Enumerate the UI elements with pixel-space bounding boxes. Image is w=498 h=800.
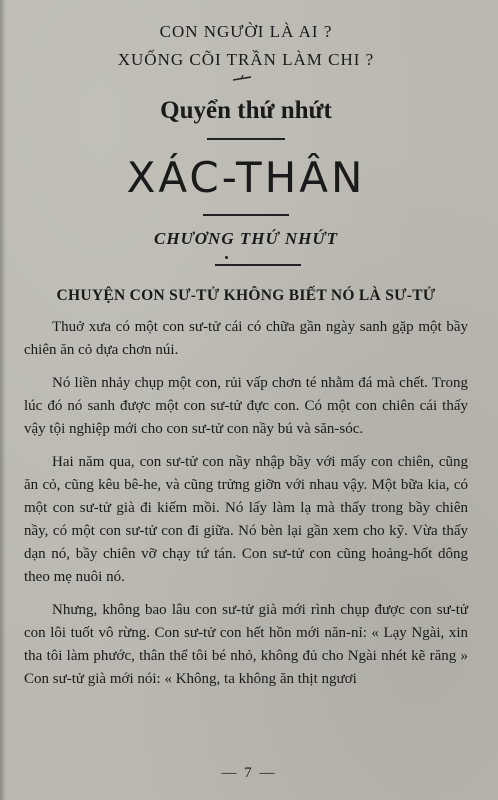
paragraph: Hai năm qua, con sư-tử con nầy nhập bầy với mấy con chiên, cũng ăn cỏ, cũng kêu bê-he, và cũng trửng giỡn với nhau vậy. Một bữa kia, có một con sư-tử già đi kiếm mồi. Nó lấy làm lạ mà thấy trong bầy chiên nầy, có một con sư-tử con đi giữa. Nó bèn lại gần xem cho kỹ. Vừa thấy dạn nó, bầy chiên vỡ chạy tứ tán. Con sư-tử con cũng hoảng-hốt dông theo mẹ nuôi nó. [24, 454, 468, 585]
main-title: XÁC-THÂN [126, 153, 366, 202]
paragraph: Nó liền nhảy chụp một con, rủi vấp chơn té nhằm đá mà chết. Trong lúc đó nó sanh được một con sư-tử đực con. Có một con chiên cái thấy vậy tội nghiệp mới cho con sư-tử con nầy bú và săn-sóc. [24, 375, 468, 437]
ornament-mark [229, 74, 263, 82]
ornament-dot [225, 256, 228, 259]
header-question-1: CON NGƯỜI LÀ AI ? [159, 22, 333, 41]
chapter-title: CHƯƠNG THỨ NHỨT [154, 229, 338, 248]
section-heading: CHUYỆN CON SƯ-TỬ KHÔNG BIẾT NÓ LÀ SƯ-TỬ [56, 287, 436, 304]
divider-rule [215, 264, 301, 266]
page-number: — 7 — [221, 765, 277, 781]
book-title: Quyển thứ nhứt [160, 97, 332, 124]
paragraph: Thuở xưa có một con sư-tử cái có chữa gần ngày sanh gặp một bầy chiên ăn cỏ dựa chơn núi. [24, 319, 468, 358]
divider-rule [203, 214, 289, 216]
header-question-2: XUỐNG CÕI TRẦN LÀM CHI ? [117, 50, 375, 69]
divider-rule [207, 138, 285, 140]
paragraph: Nhưng, không bao lâu con sư-tử già mới rình chụp được con sư-tử con lôi tuốt vô rừng. Con sư-tử con hết hồn mới năn-nỉ: « Lạy Ngài, xin tha tôi làm phước, thân thể tôi bé nhỏ, không đủ cho Ngài nhét kẽ răng » Con sư-tử già mới nói: « Không, ta không ăn thịt ngươi [24, 602, 468, 687]
body-text [24, 316, 468, 691]
dot-divider [191, 262, 301, 268]
